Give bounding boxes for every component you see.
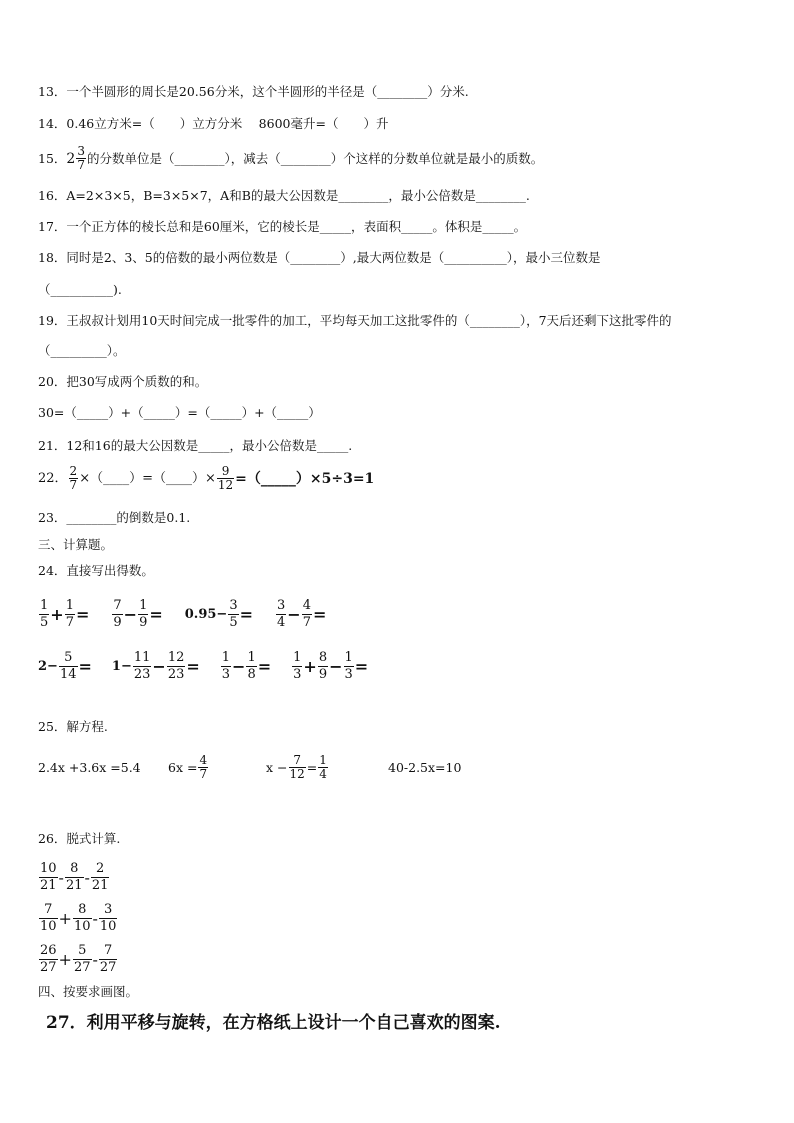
equals-sign: = <box>149 605 163 624</box>
equation-4: 40-2.5x=10 <box>388 760 462 775</box>
numerator: 1 <box>40 598 49 613</box>
numerator: 8 <box>318 650 328 665</box>
numerator: 4 <box>199 753 208 767</box>
fraction <box>39 943 58 976</box>
question-27: 27．利用平移与旋转，在方格纸上设计一个自己喜欢的图案. <box>46 1013 501 1033</box>
question-number: 15． <box>38 150 67 166</box>
denominator: 23 <box>133 667 151 682</box>
numerator: 5 <box>78 943 87 958</box>
equations-row <box>38 754 461 781</box>
fraction <box>217 465 234 492</box>
fraction <box>133 650 152 683</box>
fraction <box>73 943 92 976</box>
denominator: 12 <box>217 478 234 492</box>
denominator: 7 <box>199 767 208 781</box>
fraction <box>318 650 328 683</box>
question-24: 24．直接写出得数。 <box>38 563 154 578</box>
operator: − <box>152 657 166 676</box>
numerator: 3 <box>229 598 238 613</box>
calc-item <box>38 650 92 683</box>
calc-item <box>185 598 253 631</box>
denominator: 21 <box>91 878 109 893</box>
mixed-number <box>66 145 87 172</box>
denominator: 21 <box>40 878 57 893</box>
numerator: 3 <box>277 598 286 613</box>
step-calc-expression <box>38 939 118 980</box>
fraction <box>99 902 118 935</box>
question-19: 19．王叔叔计划用10天时间完成一批零件的加工，平均每天加工这批零件的（________），7天后还剩下这批零件的 <box>38 313 672 328</box>
denominator: 23 <box>167 667 185 682</box>
denominator: 3 <box>221 667 231 682</box>
fraction <box>65 598 75 631</box>
denominator: 4 <box>319 767 327 781</box>
calc-row-1 <box>38 598 348 631</box>
fraction <box>112 598 122 631</box>
denominator: 3 <box>293 667 302 682</box>
equals-sign: = <box>186 657 200 676</box>
denominator: 4 <box>277 615 286 630</box>
denominator: 14 <box>59 667 77 682</box>
numerator: 7 <box>44 902 53 917</box>
question-21: 21．12和16的最大公因数是_____，最小公倍数是_____. <box>38 438 353 453</box>
operator: - <box>92 909 98 928</box>
calc-item <box>291 650 368 683</box>
denominator: 9 <box>318 667 328 682</box>
operator: + <box>303 657 317 676</box>
step-calc-expression <box>38 857 118 898</box>
fraction <box>318 754 328 781</box>
equation-3 <box>266 754 388 781</box>
fraction <box>302 598 312 631</box>
operator: - <box>58 868 64 887</box>
fraction <box>228 598 238 631</box>
denominator: 7 <box>302 615 311 630</box>
fraction <box>167 650 186 683</box>
numerator: 11 <box>133 650 151 665</box>
numerator: 1 <box>319 753 327 767</box>
fraction <box>39 902 58 935</box>
denominator: 9 <box>113 615 122 630</box>
denominator: 10 <box>73 919 91 934</box>
operator: + <box>58 950 72 969</box>
operator: − <box>232 657 246 676</box>
operator: − <box>329 657 343 676</box>
fraction <box>289 754 306 781</box>
question-15 <box>38 145 543 172</box>
calc-item <box>112 650 200 683</box>
calc-item <box>111 598 162 631</box>
numerator: 8 <box>78 902 87 917</box>
equals-sign: = <box>354 657 369 676</box>
equals-sign: = <box>239 605 253 624</box>
numerator: 4 <box>302 598 311 613</box>
denominator: 5 <box>229 615 238 630</box>
fraction <box>292 650 302 683</box>
expression-text: 2− <box>38 659 58 674</box>
numerator: 10 <box>40 861 57 876</box>
denominator: 5 <box>40 615 49 630</box>
fraction <box>91 861 110 894</box>
calc-item <box>220 650 271 683</box>
operator: − <box>287 605 301 624</box>
denominator: 3 <box>344 667 353 682</box>
question-26: 26．脱式计算. <box>38 831 121 846</box>
fraction <box>221 650 231 683</box>
operator: + <box>58 909 72 928</box>
numerator: 7 <box>104 943 113 958</box>
step-calc-expression <box>38 898 118 939</box>
question-14: 14．0.46立方米=（ ）立方分米 8600毫升=（ ）升 <box>38 116 389 131</box>
numerator: 7 <box>293 753 301 767</box>
denominator: 7 <box>65 615 74 630</box>
question-23: 23．________的倒数是0.1. <box>38 510 191 525</box>
numerator: 9 <box>221 464 230 478</box>
calc-row-2 <box>38 650 388 683</box>
numerator: 5 <box>64 650 73 665</box>
fraction <box>59 650 78 683</box>
numerator: 1 <box>344 650 353 665</box>
fraction <box>39 861 58 894</box>
fraction <box>276 598 286 631</box>
denominator: 27 <box>73 960 91 975</box>
equals-sign: = <box>257 657 272 676</box>
equals-sign: = <box>75 605 90 624</box>
expression-part: =（_____）×5÷3=1 <box>235 470 375 487</box>
fraction <box>73 902 92 935</box>
fraction <box>99 943 118 976</box>
operator: + <box>50 605 64 624</box>
numerator: 26 <box>40 943 57 958</box>
calc-item <box>38 598 89 631</box>
question-19-cont: （_________）。 <box>38 343 126 358</box>
operator: − <box>123 605 138 624</box>
operator: - <box>92 950 98 969</box>
numerator: 7 <box>113 598 122 613</box>
fraction <box>65 861 84 894</box>
denominator: 10 <box>40 919 57 934</box>
numerator: 1 <box>139 598 148 613</box>
numerator: 1 <box>293 650 302 665</box>
equation-text: = <box>306 760 318 775</box>
question-25: 25．解方程. <box>38 719 108 734</box>
equals-sign: = <box>312 605 327 624</box>
denominator: 7 <box>77 158 85 172</box>
fraction <box>246 650 256 683</box>
denominator: 8 <box>247 667 256 682</box>
fraction <box>138 598 148 631</box>
question-20: 20．把30写成两个质数的和。 <box>38 374 208 389</box>
question-13: 13．一个半圆形的周长是20.56分米，这个半圆形的半径是（________）分米. <box>38 84 469 99</box>
question-18: 18．同时是2、3、5的倍数的最小两位数是（________）,最大两位数是（__________），最小三位数是 <box>38 250 601 265</box>
numerator: 1 <box>65 598 74 613</box>
numerator: 2 <box>96 861 105 876</box>
denominator: 10 <box>99 919 117 934</box>
expression-part: ×（____）=（____）× <box>79 470 216 486</box>
section-3-heading: 三、计算题。 <box>38 537 114 552</box>
expression-text: 0.95− <box>184 607 228 622</box>
numerator: 12 <box>167 650 185 665</box>
question-16: 16．A=2×3×5，B=3×5×7，A和B的最大公因数是________，最小公倍数是________. <box>38 188 530 203</box>
operator: - <box>84 868 90 887</box>
fraction <box>69 465 79 492</box>
step-calc-list <box>38 857 118 980</box>
numerator: 8 <box>70 861 79 876</box>
section-4-heading: 四、按要求画图。 <box>38 984 139 999</box>
denominator: 7 <box>69 478 78 492</box>
equation-text: 6x = <box>168 760 198 775</box>
numerator: 3 <box>77 144 85 158</box>
denominator: 12 <box>289 767 305 781</box>
question-22 <box>38 465 374 492</box>
calc-item <box>275 598 326 631</box>
equation-1: 2.4x +3.6x =5.4 <box>38 760 141 775</box>
fraction <box>76 145 86 172</box>
numerator: 3 <box>104 902 113 917</box>
denominator: 9 <box>139 615 148 630</box>
numerator: 2 <box>69 464 78 478</box>
denominator: 27 <box>40 960 57 975</box>
question-17: 17．一个正方体的棱长总和是60厘米，它的棱长是_____，表面积_____。体积是_____。 <box>38 219 527 234</box>
question-number: 22． <box>38 470 68 486</box>
numerator: 1 <box>221 650 231 665</box>
whole-part: 2 <box>66 150 76 167</box>
denominator: 27 <box>99 960 117 975</box>
equation-text: x − <box>266 760 288 775</box>
fraction <box>344 650 354 683</box>
equals-sign: = <box>78 657 92 676</box>
question-20-equation: 30=（_____）+（_____）=（_____）+（_____） <box>38 405 321 420</box>
fraction <box>198 754 208 781</box>
question-18-cont: （__________). <box>38 282 122 297</box>
expression-text: 1− <box>111 659 132 674</box>
denominator: 21 <box>65 878 83 893</box>
question-text: 的分数单位是（________），减去（________）个这样的分数单位就是最小的质数。 <box>86 150 544 166</box>
numerator: 1 <box>247 650 256 665</box>
fraction <box>39 598 49 631</box>
equation-2 <box>168 754 266 781</box>
